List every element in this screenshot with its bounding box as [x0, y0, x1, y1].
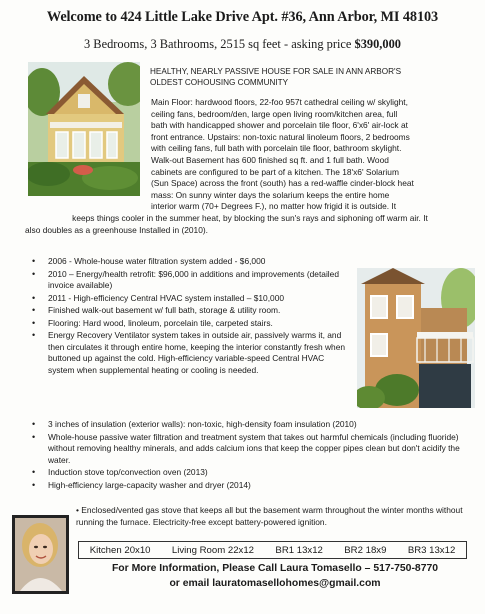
room-living-room: Living Room 22x12	[171, 544, 255, 556]
room-br1: BR1 13x12	[275, 544, 323, 556]
feature-list	[28, 256, 346, 377]
listing-summary	[6, 37, 479, 52]
description-line: Walk-out Basement has 600 finished sq ft. and 1 full bath. Wood	[151, 154, 389, 165]
page-title: Welcome to 424 Little Lake Drive Apt. #36, Ann Arbor, MI 48103	[46, 9, 439, 25]
room-br3: BR3 13x12	[407, 544, 456, 556]
feature-item: • Flooring: Hard wood, linoleum, porcelain tile, carpeted stairs.	[28, 318, 346, 330]
description-line: front entrance. Upstairs: non-toxic natural linoleum floors, 2 bedrooms	[151, 131, 410, 142]
property-description	[25, 97, 475, 236]
description-line: cabinets are configured to be part of a kitchen. The 18'x6' Solarium	[151, 166, 399, 177]
headline-line: HEALTHY, NEARLY PASSIVE HOUSE FOR SALE IN ANN ARBOR'S	[150, 67, 402, 76]
feature-item: • Finished walk-out basement w/ full bath, storage & utility room.	[28, 305, 346, 317]
description-line: with ceiling fans, full bath with porcelain tile floor, bathroom skylight.	[151, 143, 402, 154]
feature-item: • 2010 – Energy/health retrofit: $96,000 in additions and improvements (detailed invoice available)	[28, 269, 346, 292]
description-line: mass: On sunny winter days the solarium keeps the entire home	[151, 189, 390, 200]
feature-item: • High-efficiency large-capacity washer and dryer (2014)	[28, 480, 470, 492]
description-line: keeps things cooler in the summer heat, by blocking the sun's rays and siphoning off warm air. It	[72, 212, 428, 223]
feature-item: • Induction stove top/convection oven (2013)	[28, 467, 470, 479]
description-line: bath with handicapped shower and porcelain tile floor, 6'x6' air-lock at	[151, 120, 408, 131]
feature-item: • 2006 - Whole-house water filtration system added - $6,000	[28, 256, 346, 268]
description-line: (Sun Space) across the front (south) has a red-waffle cinder-block heat	[151, 178, 414, 189]
intro-headline	[150, 66, 474, 88]
house-side-photo	[357, 268, 475, 408]
contact-email: or email lauratomasellohomes@gmail.com	[169, 578, 381, 589]
description-line: Main Floor: hardwood floors, 22-foo 957t cathedral ceiling w/ skylight,	[151, 97, 408, 107]
asking-price: $390,000	[354, 37, 401, 51]
description-line: ceiling fans, bedroom/den, large open living room/kitchen area, full	[151, 108, 398, 119]
agent-photo	[12, 515, 69, 594]
description-line: interior warm (70+ Degrees F.), no matter how frigid it is outside. It	[151, 201, 397, 212]
room-br2: BR2 18x9	[344, 544, 387, 556]
contact-phone: For More Information, Please Call Laura Tomasello – 517-750-8770	[111, 563, 439, 574]
room-dimensions-box	[78, 541, 467, 559]
feature-item: • Energy Recovery Ventilator system takes in outside air, passively warms it, and then circulates it through entire home, keeping the interior constantly fresh when buttoned up against the cold. High-efficiency variable-speed Central HVAC system when supplemental heating or cooling is needed.	[28, 330, 346, 376]
feature-item-gas-stove: • Enclosed/vented gas stove that keeps all but the basement warm throughout the winter months without running the furnace. Electricity-free except battery-powered ignition.	[76, 505, 463, 527]
feature-item: • 2011 - High-efficiency Central HVAC system installed – $10,000	[28, 293, 346, 305]
room-kitchen: Kitchen 20x10	[89, 544, 151, 556]
feature-item: • Whole-house passive water filtration and treatment system that takes out harmful chemicals (including fluoride) without removing healthy minerals, and adds calcium ions that keep the copper pipes clean but don't acidify the water.	[28, 432, 470, 467]
listing-specs: 3 Bedrooms, 3 Bathrooms, 2515 sq feet - asking price	[84, 37, 355, 51]
description-line: also doubles as a greenhouse Installed in (2010).	[25, 224, 208, 235]
feature-item: • 3 inches of insulation (exterior walls): non-toxic, high-density foam insulation (2010)	[28, 419, 470, 431]
feature-list-wide	[28, 419, 470, 492]
headline-line: OLDEST COHOUSING COMMUNITY	[150, 78, 289, 87]
